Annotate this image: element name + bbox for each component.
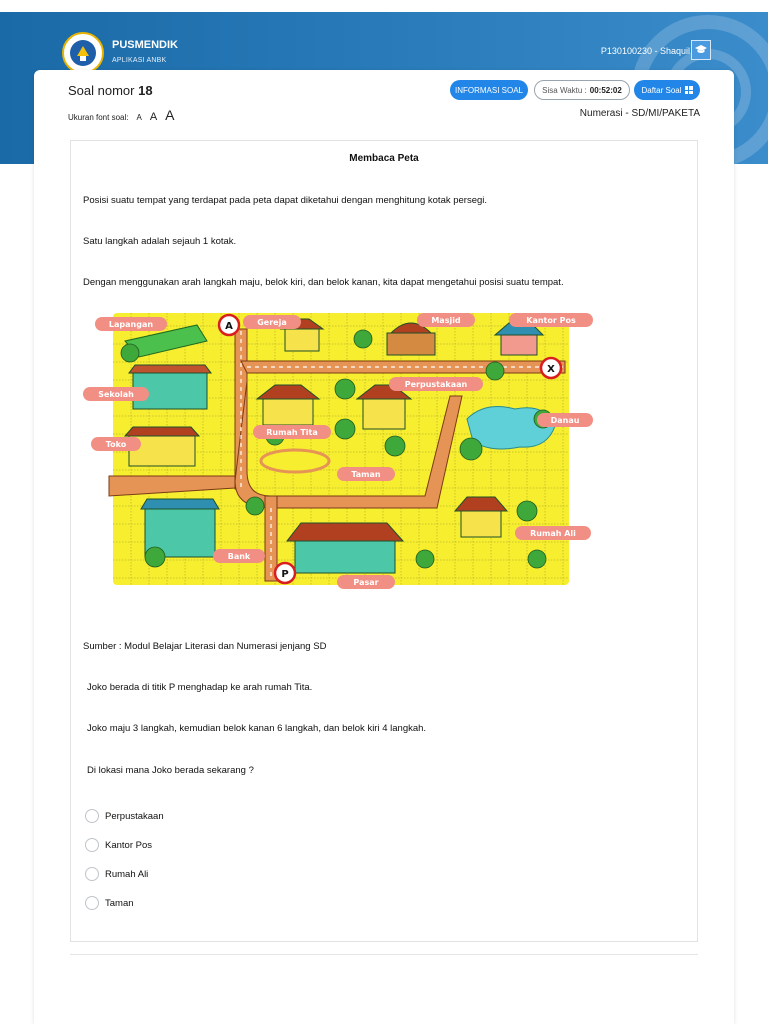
label-rumah-tita: Rumah Tita xyxy=(266,428,318,437)
map-image xyxy=(95,301,580,601)
radio-button[interactable] xyxy=(85,809,99,823)
paragraph-2: Satu langkah adalah sejauh 1 kotak. xyxy=(83,236,237,247)
option-label: Perpustakaan xyxy=(105,810,164,822)
timer-value: 00:52:02 xyxy=(589,85,622,95)
daftar-soal-button[interactable] xyxy=(634,80,700,100)
timer-label: Sisa Waktu : xyxy=(542,85,587,95)
font-size-label: Ukuran font soal: xyxy=(68,113,129,122)
font-medium-button[interactable]: A xyxy=(149,111,158,123)
question-heading: Membaca Peta xyxy=(349,153,419,164)
option-rumah-ali[interactable] xyxy=(85,867,148,881)
taman-park xyxy=(261,450,329,472)
option-label: Taman xyxy=(105,897,134,909)
story-line-1: Joko berada di titik P menghadap ke arah rumah Tita. xyxy=(87,682,313,693)
label-danau: Danau xyxy=(550,416,580,425)
paragraph-1: Posisi suatu tempat yang terdapat pada peta dapat diketahui dengan menghitung kotak persegi. xyxy=(83,195,488,206)
brand-subtitle: APLIKASI ANBK xyxy=(112,57,167,64)
option-taman[interactable] xyxy=(85,896,134,910)
paragraph-3: Dengan menggunakan arah langkah maju, belok kiri, dan belok kanan, kita dapat mengetahui posisi suatu tempat. xyxy=(83,277,564,288)
story-line-2: Joko maju 3 langkah, kemudian belok kanan 6 langkah, dan belok kiri 4 langkah. xyxy=(87,723,427,734)
user-id-label: P130100230 - Shaquil xyxy=(600,46,690,56)
label-sekolah: Sekolah xyxy=(98,390,134,399)
timer-badge xyxy=(534,80,630,100)
radio-button[interactable] xyxy=(85,867,99,881)
option-label: Rumah Ali xyxy=(105,868,149,880)
question-label: Soal nomor xyxy=(68,83,135,98)
label-rumah-ali: Rumah Ali xyxy=(530,529,576,538)
brand-title: PUSMENDIK xyxy=(112,39,179,51)
label-masjid: Masjid xyxy=(431,316,461,325)
info-soal-button[interactable]: INFORMASI SOAL xyxy=(450,80,528,100)
option-kantor-pos[interactable] xyxy=(85,838,152,852)
divider xyxy=(70,954,698,955)
question-number-title xyxy=(68,83,153,98)
point-x: X xyxy=(547,364,555,375)
point-p: P xyxy=(281,569,289,580)
font-large-button[interactable]: A xyxy=(165,107,175,123)
label-toko: Toko xyxy=(105,440,127,449)
tut-wuri-handayani-logo-icon xyxy=(62,32,104,74)
source-text: Sumber : Modul Belajar Literasi dan Numerasi jenjang SD xyxy=(83,641,327,652)
graduation-cap-icon[interactable] xyxy=(691,40,711,60)
daftar-soal-label: Daftar Soal xyxy=(641,85,682,95)
question-card xyxy=(34,70,734,1024)
radio-button[interactable] xyxy=(85,896,99,910)
grid-icon xyxy=(685,86,693,94)
question-number: 18 xyxy=(138,83,153,98)
question-prompt: Di lokasi mana Joko berada sekarang ? xyxy=(87,765,254,776)
option-label: Kantor Pos xyxy=(105,839,152,851)
label-perpustakaan: Perpustakaan xyxy=(404,380,468,389)
point-a: A xyxy=(225,321,233,332)
font-small-button[interactable]: A xyxy=(136,113,142,122)
label-bank: Bank xyxy=(227,552,251,561)
subject-label: Numerasi - SD/MI/PAKETA xyxy=(579,108,700,119)
label-pasar: Pasar xyxy=(353,578,379,587)
label-gereja: Gereja xyxy=(257,318,287,327)
question-content xyxy=(70,140,698,942)
option-perpustakaan[interactable] xyxy=(85,809,164,823)
label-taman: Taman xyxy=(351,470,381,479)
label-kantor-pos: Kantor Pos xyxy=(526,316,576,325)
radio-button[interactable] xyxy=(85,838,99,852)
font-size-control xyxy=(68,107,175,123)
label-lapangan: Lapangan xyxy=(108,320,154,329)
